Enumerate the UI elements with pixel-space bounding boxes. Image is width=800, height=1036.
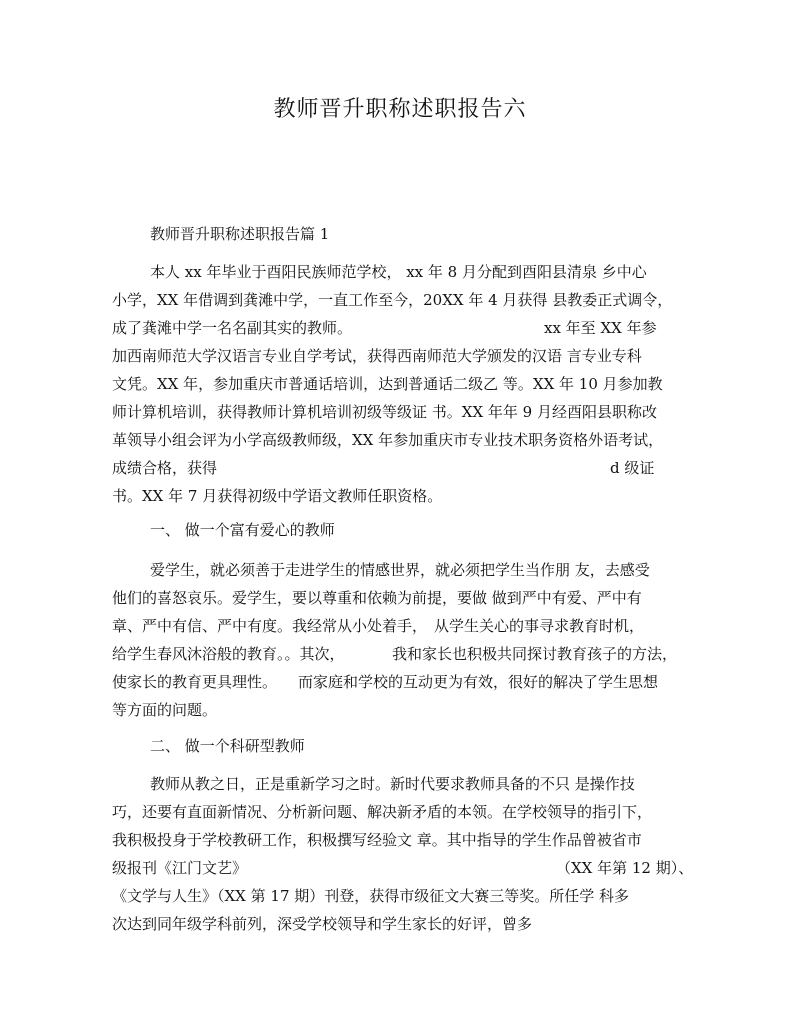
intro-line: 小学，XX 年借调到龚滩中学，一直工作至今，20XX 年 4 月获得 县教委正式调令， xyxy=(112,291,673,309)
paragraph-line: 等方面的问题。 xyxy=(112,701,218,719)
paragraph-line: 次达到同年级学科前列，深受学校领导和学生家长的好评，曾多 xyxy=(112,915,533,933)
intro-line: 文凭。XX 年，参加重庆市普通话培训，达到普通话二级乙 等。XX 年 10 月参加教 xyxy=(112,375,663,393)
paragraph-line: 《文学与人生》（XX 第 17 期）刊登，获得市级征文大赛三等奖。所任学 科多 xyxy=(112,887,630,905)
paragraph-line: 章、严中有信、严中有度。我经常从小处着手， xyxy=(112,617,428,635)
paragraph-line: 我积极投身于学校教研工作，积极撰写经验文 章。其中指导的学生作品曾被省市 xyxy=(112,831,642,849)
intro-line: 加西南师范大学汉语言专业自学考试，获得西南师范大学颁发的汉语 言专业专科 xyxy=(112,347,642,365)
paragraph-line-tail: （XX 年第 12 期）、 xyxy=(556,859,694,877)
document-title: 教师晋升职称述职报告六 xyxy=(273,97,527,122)
paragraph-line: 给学生春风沐浴般的教育。。其次， xyxy=(112,645,345,663)
intro-line: 师计算机培训，获得教师计算机培训初级等级证 书。XX 年年 9 月经酉阳县职称改 xyxy=(112,403,657,421)
report-subtitle: 教师晋升职称述职报告篇 1 xyxy=(150,225,330,243)
intro-line: 本人 xx 年毕业于酉阳民族师范学校， xx 年 8 月分配到酉阳县清泉 乡中心 xyxy=(150,263,647,281)
paragraph-line: 爱学生，就必须善于走进学生的情感世界，就必须把学生当作朋 友，去感受 xyxy=(150,561,650,579)
paragraph-line: 巧，还要有直面新情况、分析新问题、解决新矛盾的本领。在学校领导的指引下， xyxy=(112,803,653,821)
paragraph-line: 使家长的教育更具理性。 xyxy=(112,673,278,691)
intro-line: 成绩合格，获得 xyxy=(112,459,218,477)
paragraph-line-tail: 我和家长也积极共同探讨教育孩子的方法， xyxy=(392,645,678,663)
paragraph-line: 教师从教之日，正是重新学习之时。新时代要求教师具备的不只 是操作技 xyxy=(150,775,635,793)
intro-line: 书。XX 年 7 月获得初级中学语文教师任职资格。 xyxy=(112,487,443,505)
intro-line: 成了龚滩中学一名名副其实的教师。 xyxy=(112,319,353,337)
section-heading: 二、 做一个科研型教师 xyxy=(150,737,305,755)
section-heading: 一、 做一个富有爱心的教师 xyxy=(150,521,335,539)
paragraph-line: 级报刊《江门文艺》 xyxy=(112,859,248,877)
paragraph-line-tail: 从学生关心的事寻求教育时机， xyxy=(434,617,645,635)
intro-line-tail: d 级证 xyxy=(610,459,655,477)
intro-line-tail: xx 年至 XX 年参 xyxy=(544,319,657,337)
paragraph-line-tail: 而家庭和学校的互动更为有效，很好的解决了学生思想 xyxy=(298,673,659,691)
paragraph-line: 他们的喜怒哀乐。爱学生，要以尊重和依赖为前提，要做 做到严中有爱、严中有 xyxy=(112,589,642,607)
intro-line: 革领导小组会评为小学高级教师级，XX 年参加重庆市专业技术职务资格外语考试， xyxy=(112,431,664,449)
